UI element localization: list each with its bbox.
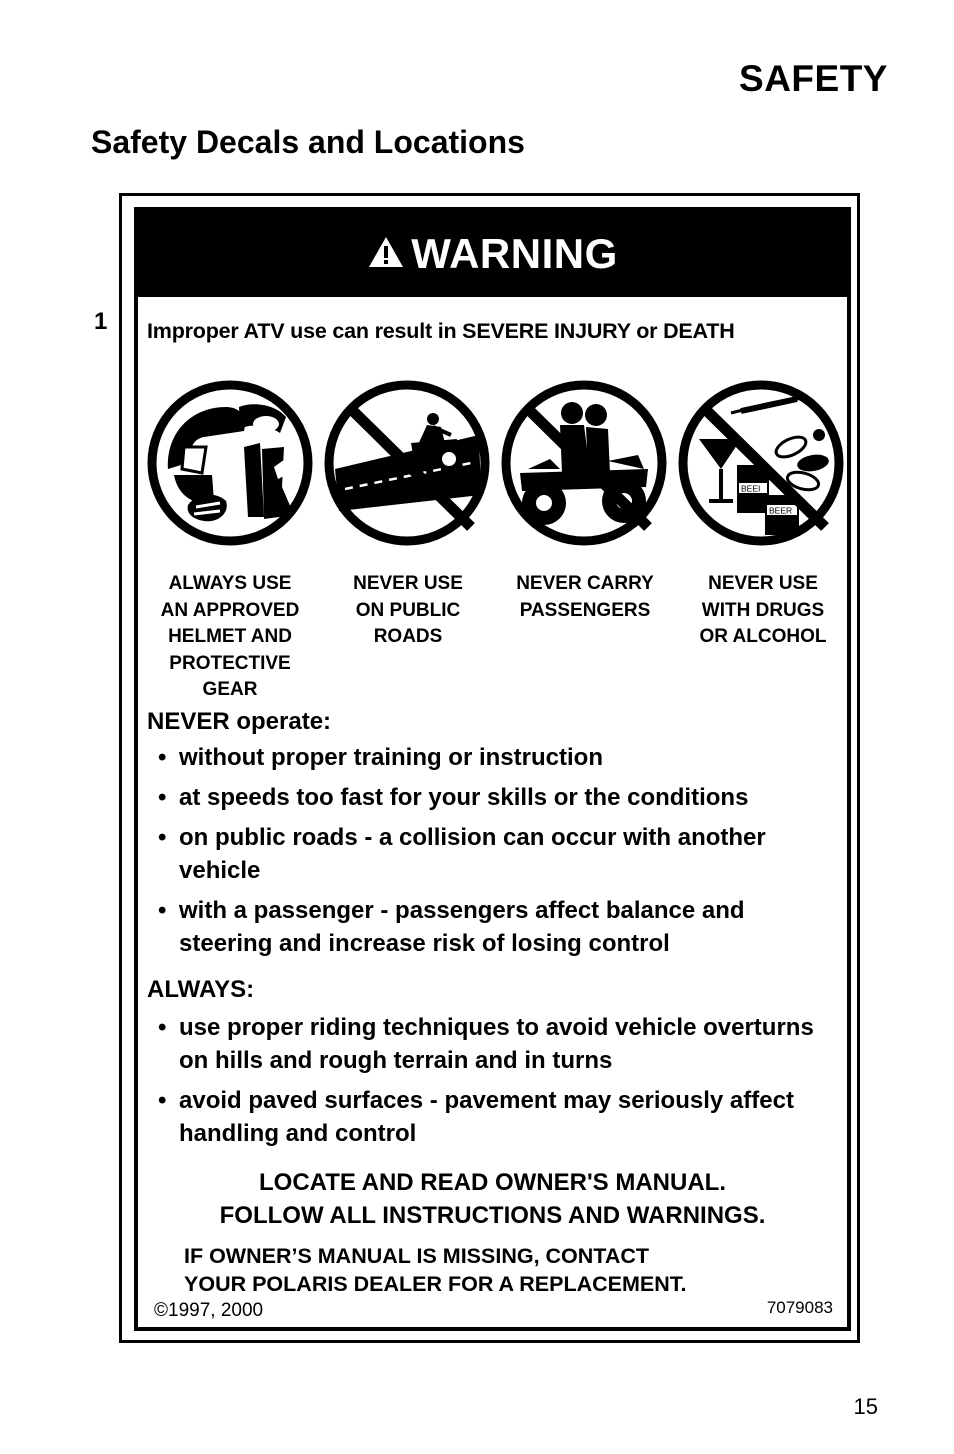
list-item: • without proper training or instruction (158, 741, 848, 774)
pictogram-captions (138, 571, 847, 701)
locate-line-2: FOLLOW ALL INSTRUCTIONS AND WARNINGS. (219, 1202, 766, 1229)
never-keyword: NEVER (147, 708, 230, 735)
part-number: 7079083 (766, 1298, 833, 1317)
always-heading: ALWAYS: (147, 976, 255, 1003)
never-operate-label: operate: (236, 708, 332, 735)
locate-line-1: LOCATE AND READ OWNER'S MANUAL. (258, 1169, 726, 1196)
missing-line-2: YOUR POLARIS DEALER FOR A REPLACEMENT. (184, 1272, 687, 1296)
page-subtitle: Safety Decals and Locations (91, 124, 525, 160)
list-item: • at speeds too fast for your skills or the conditions (158, 781, 848, 814)
no-drugs-alcohol-icon (675, 377, 847, 549)
copyright: ©1997, 2000 (154, 1300, 264, 1321)
no-public-roads-icon (321, 377, 493, 549)
caption-passengers: NEVER CARRY PASSENGERS (516, 573, 654, 621)
missing-manual-notice (184, 1242, 687, 1298)
caption-helmet: ALWAYS USE AN APPROVED HELMET AND PROTECTIVE GEAR (160, 573, 300, 700)
warning-title: WARNING (411, 230, 618, 277)
caption-drugs-alcohol: NEVER USE WITH DRUGS OR ALCOHOL (699, 573, 827, 647)
locate-manual-notice (138, 1166, 847, 1232)
always-list (158, 1011, 848, 1157)
decal-number: 1 (94, 308, 108, 335)
never-list (158, 741, 848, 967)
never-heading (147, 708, 331, 736)
warning-decal (134, 207, 851, 1331)
list-item: • on public roads - a collision can occur with another vehicle (158, 821, 769, 887)
beer-bottle-label: BEER (769, 505, 793, 516)
pictogram-row (144, 377, 847, 555)
list-item: • use proper riding techniques to avoid vehicle overturns on hills and rough terrain and in turns (158, 1011, 839, 1077)
page-number: 15 (853, 1394, 878, 1419)
missing-line-1: IF OWNER’S MANUAL IS MISSING, CONTACT (184, 1244, 650, 1268)
no-passengers-icon (498, 377, 670, 549)
list-item: • avoid paved surfaces - pavement may seriously affect handling and control (158, 1084, 829, 1150)
helmet-gear-icon (144, 377, 316, 549)
beer-can-label: BEEI (741, 483, 761, 494)
section-header: SAFETY (739, 58, 888, 99)
caption-public-roads: NEVER USE ON PUBLIC ROADS (353, 573, 463, 647)
list-item: • with a passenger - passengers affect balance and steering and increase risk of losing control (158, 894, 819, 960)
warning-triangle-icon (367, 235, 405, 269)
warning-banner (138, 211, 847, 297)
decal-headline: Improper ATV use can result in SEVERE INJURY or DEATH (147, 319, 735, 343)
